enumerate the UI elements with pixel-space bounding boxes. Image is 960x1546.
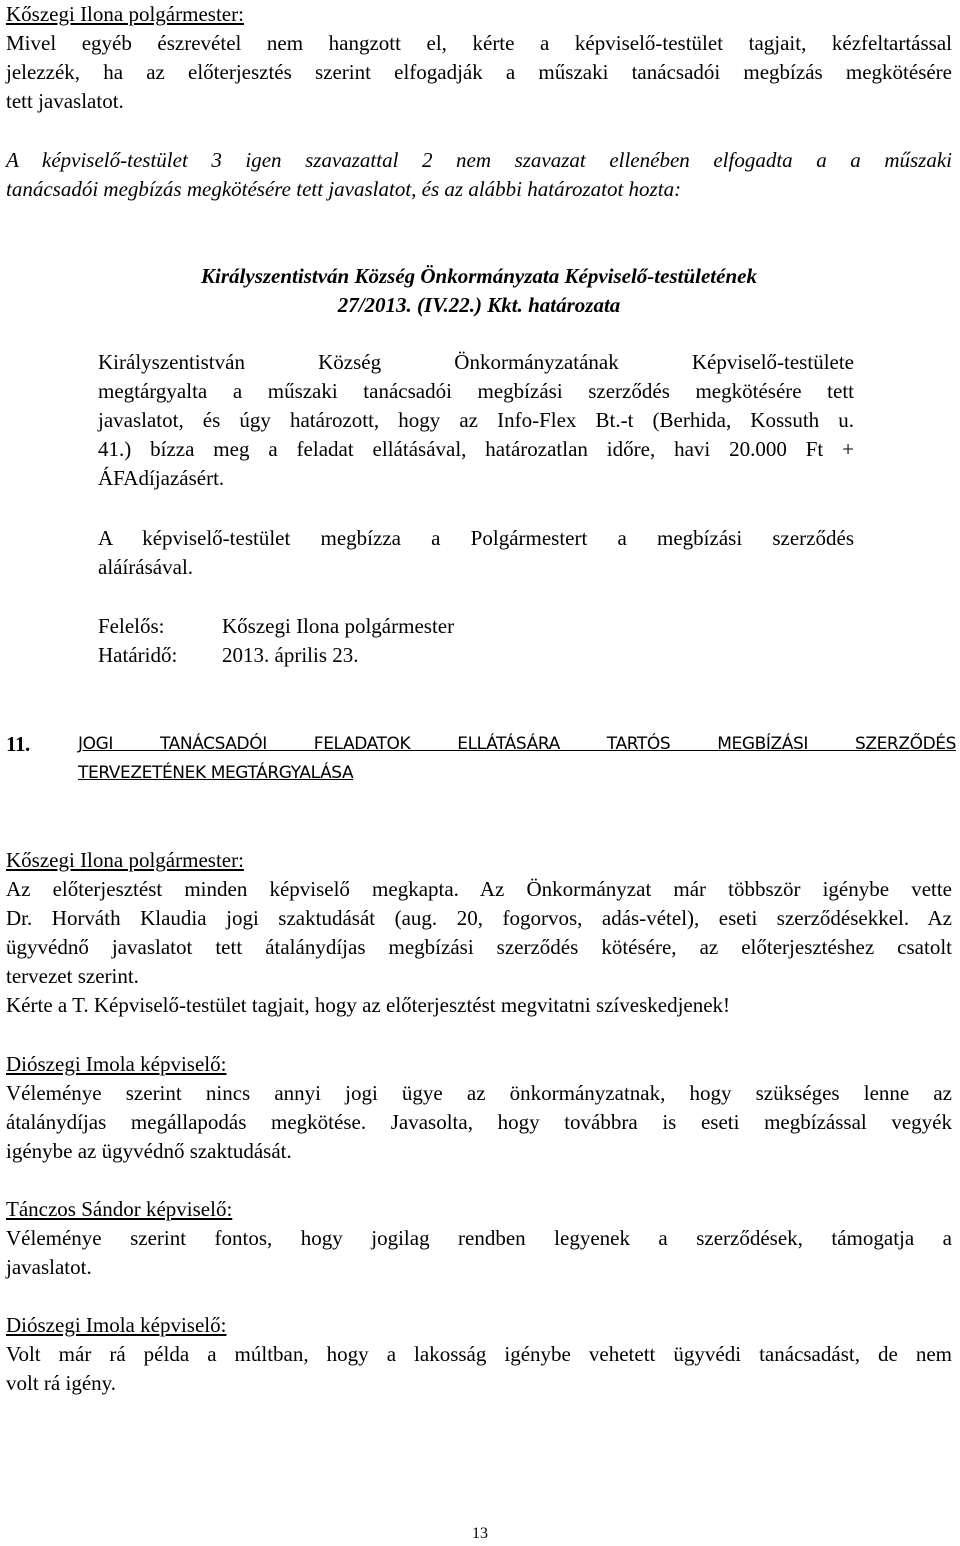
resolution-line: 41.) bízza meg a feladat ellátásával, határozatlan időre, havi 20.000 Ft + — [98, 437, 854, 461]
resolution-line: ÁFAdíjazásért. — [98, 466, 225, 490]
deadline-label: Határidő: — [98, 643, 178, 667]
speech-block-4 — [6, 1195, 952, 1282]
resolution-title — [6, 262, 952, 320]
section-heading — [6, 730, 956, 790]
deadline-row — [98, 641, 359, 670]
speech-block-2 — [6, 846, 952, 1020]
speech-line: Az előterjesztést minden képviselő megkapta. Az Önkormányzat már többször igénybe vette — [6, 877, 952, 901]
resolution-number: 27/2013. (IV.22.) Kkt. határozata — [337, 293, 621, 317]
resolution-body — [98, 348, 854, 493]
vote-statement — [6, 146, 952, 204]
speech-line: Dr. Horváth Klaudia jogi szaktudását (aug. 20, fogorvos, adás-vétel), eseti szerződésekkel. Az — [6, 906, 952, 930]
section-title — [78, 730, 956, 788]
speech-line: tett javaslatot. — [6, 89, 124, 113]
resolution-line: A képviselő-testület megbízza a Polgármestert a megbízási szerződés — [98, 526, 854, 550]
speech-line: Kérte a T. Képviselő-testület tagjait, hogy az előterjesztést megvitatni szíveskedjenek! — [6, 993, 731, 1017]
speech-line: Véleménye szerint fontos, hogy jogilag rendben legyenek a szerződések, támogatja a — [6, 1226, 952, 1250]
section-number: 11. — [6, 732, 30, 756]
resolution-body-2 — [98, 524, 854, 582]
speech-line: javaslatot. — [6, 1255, 92, 1279]
speech-line: Mivel egyéb észrevétel nem hangzott el, kérte a képviselő-testület tagjait, kézfeltartással — [6, 31, 952, 55]
speech-line: tervezet szerint. — [6, 964, 139, 988]
speaker-name: Diószegi Imola képviselő: — [6, 1052, 227, 1076]
speech-line: Véleménye szerint nincs annyi jogi ügye az önkormányzatnak, hogy szükséges lenne az — [6, 1081, 952, 1105]
speaker-name: Kőszegi Ilona polgármester: — [6, 848, 244, 872]
page-number: 13 — [472, 1525, 488, 1542]
section-title-line: JOGI TANÁCSADÓI FELADATOK ELLÁTÁSÁRA TARTÓS MEGBÍZÁSI SZERZŐDÉS — [78, 734, 956, 754]
responsible-row — [98, 612, 454, 641]
speech-line: igénybe az ügyvédnő szaktudását. — [6, 1139, 292, 1163]
speaker-name: Kőszegi Ilona polgármester: — [6, 2, 244, 26]
speech-block-1 — [6, 0, 952, 116]
resolution-line: Királyszentistván Község Önkormányzatának Képviselő-testülete — [98, 350, 854, 374]
responsible-label: Felelős: — [98, 614, 165, 638]
speaker-name: Tánczos Sándor képviselő: — [6, 1197, 233, 1221]
speech-block-3 — [6, 1050, 952, 1166]
vote-line: A képviselő-testület 3 igen szavazattal 2 nem szavazat ellenében elfogadta a a műszaki — [6, 148, 952, 172]
resolution-title-line: Királyszentistván Község Önkormányzata Képviselő-testületének — [201, 264, 757, 288]
resolution-line: aláírásával. — [98, 555, 194, 579]
deadline-value: 2013. április 23. — [222, 643, 359, 667]
speech-line: volt rá igény. — [6, 1371, 117, 1395]
speech-line: ügyvédnő javaslatot tett átalánydíjas megbízási szerződés kötésére, az előterjesztéshez csatolt — [6, 935, 952, 959]
vote-line: tanácsadói megbízás megkötésére tett javaslatot, és az alábbi határozatot hozta: — [6, 177, 682, 201]
speaker-name: Diószegi Imola képviselő: — [6, 1313, 227, 1337]
resolution-line: javaslatot, és úgy határozott, hogy az Info-Flex Bt.-t (Berhida, Kossuth u. — [98, 408, 854, 432]
speech-block-5 — [6, 1311, 952, 1398]
speech-line: Volt már rá példa a múltban, hogy a lakosság igénybe vehetett ügyvédi tanácsadást, de nem — [6, 1342, 952, 1366]
responsible-value: Kőszegi Ilona polgármester — [222, 614, 455, 638]
section-title-line: TERVEZETÉNEK MEGTÁRGYALÁSA — [78, 763, 354, 783]
speech-line: jelezzék, ha az előterjesztés szerint elfogadják a műszaki tanácsadói megbízás megkötésére — [6, 60, 952, 84]
resolution-line: megtárgyalta a műszaki tanácsadói megbízási szerződés megkötésére tett — [98, 379, 854, 403]
speech-line: átalánydíjas megállapodás megkötése. Javasolta, hogy továbbra is eseti megbízással vegyék — [6, 1110, 952, 1134]
